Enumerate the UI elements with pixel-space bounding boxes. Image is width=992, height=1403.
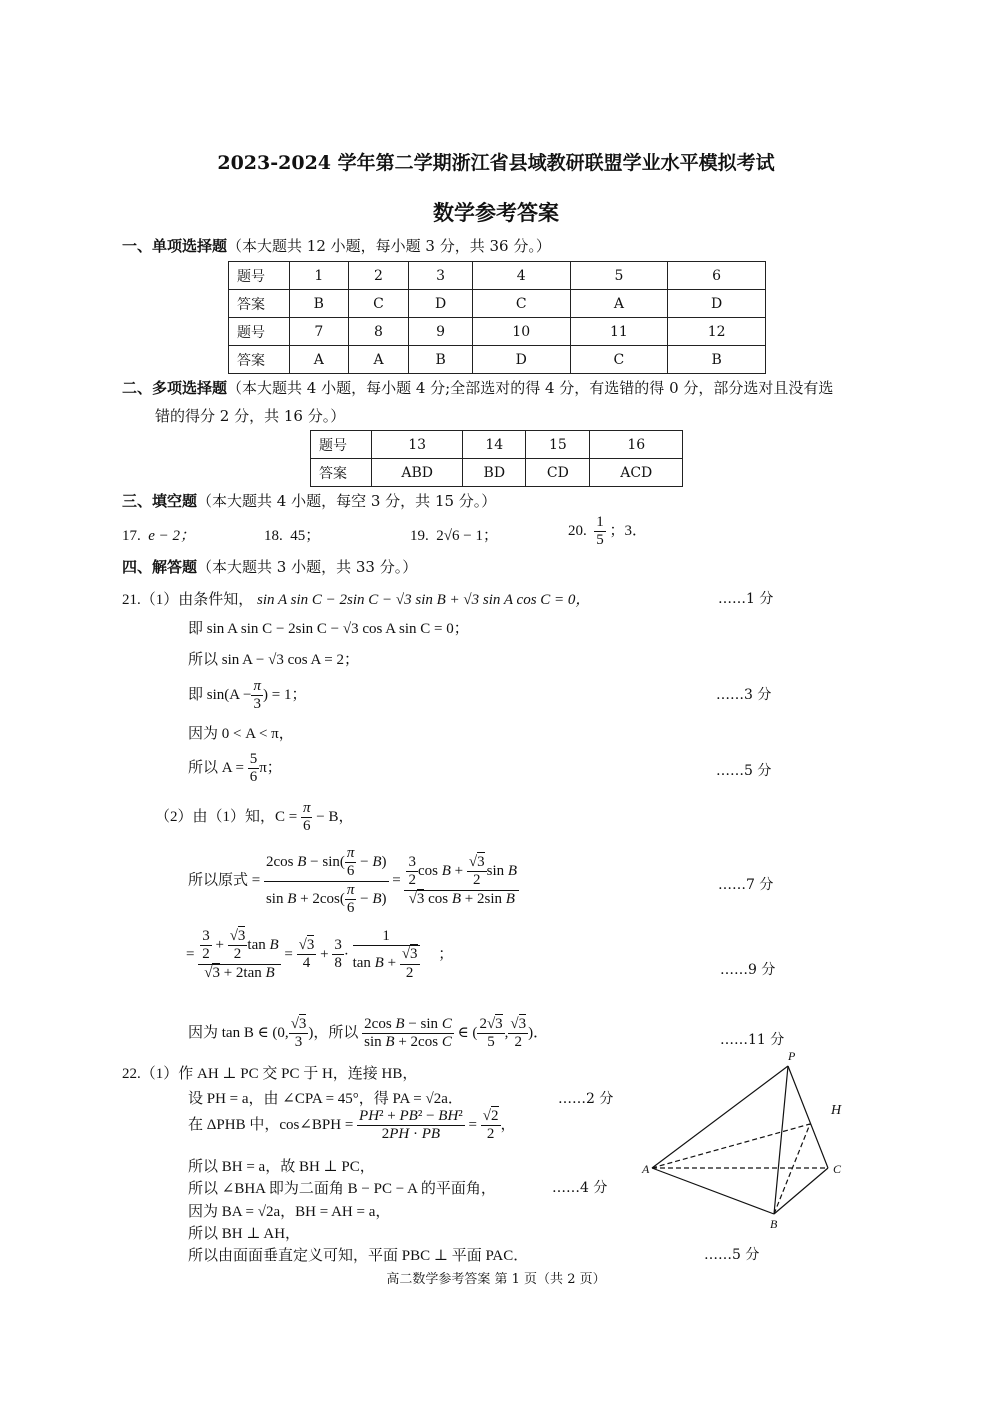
page-footer: 高二数学参考答案 第 1 页（共 2 页） bbox=[386, 1272, 606, 1287]
section-2-heading: 二、多项选择题（本大题共 4 小题，每小题 4 分;全部选对的得 4 分，有选错的得 0 分，部分选对且没有选 bbox=[122, 379, 834, 397]
q22-line-1: 22.（1）作 AH ⊥ PC 交 PC 于 H，连接 HB， bbox=[122, 1066, 418, 1082]
q21-line-5: 因为 0 < A < π， bbox=[188, 726, 294, 742]
fill-17: 17. e − 2； bbox=[122, 528, 196, 544]
section-2-note: 错的得分 2 分，共 16 分。） bbox=[155, 407, 346, 425]
fill-19: 19. 2√6 − 1； bbox=[410, 528, 498, 544]
q22-line-5: 所以 ∠BHA 即为二面角 B − PC − A 的平面角， bbox=[188, 1181, 496, 1197]
q21-part-2: （2）由（1）知，C = $\frac{\pi}{6}$ − B， bbox=[155, 800, 354, 835]
vertex-label-h: H bbox=[831, 1103, 842, 1118]
vertex-label-c: C bbox=[833, 1162, 842, 1176]
q21-line-8: 所以原式 = 2cos B − sin( $\frac{\pi}{6}$ − B) sin B + 2cos( $\frac{\pi}{6}$ − B) = $\frac{3}{2}$ cos B + $\frac{√3}{2}$ sin B √3 cos B + 2sin B bbox=[188, 845, 518, 916]
q21-line-3: 所以 sin A − √3 cos A = 2； bbox=[188, 652, 360, 668]
answer-table-2 bbox=[310, 430, 683, 487]
q22-line-3: 在 ΔPHB 中，cos∠BPH = $\frac{\text{PH² + PB² − BH²}}{2PH \cdot PB}$ = $\frac{√2}{2}$ ， bbox=[188, 1108, 516, 1143]
q22-line-6: 因为 BA = √2a，BH = AH = a， bbox=[188, 1204, 391, 1220]
q21-line-9: = $\frac{3}{2}$ + $\frac{√3}{2}$ tan B √3 + 2tan B = $\frac{√3}{4}$ + $\frac{3}{8}$ · 1 tan B + $\frac{√3}{2}$ ； bbox=[186, 928, 454, 981]
score-marker: ……7 分 bbox=[718, 877, 774, 893]
q21-line-1: 21.（1）由条件知， sin A sin C − 2sin C − √3 sin B + √3 sin A cos C = 0， bbox=[122, 592, 591, 608]
table-row: 题号 1 2 3 4 5 6 bbox=[229, 262, 766, 290]
score-marker: ……3 分 bbox=[716, 687, 772, 703]
fill-20: 20. $\frac{1}{5}$ ；3． bbox=[568, 514, 648, 549]
score-marker: ……5 分 bbox=[704, 1247, 760, 1263]
page-title: 2023-2024 学年第二学期浙江省县域教研联盟学业水平模拟考试 bbox=[217, 152, 775, 174]
q21-line-6: 所以 A = $\frac{5}{6}$ π； bbox=[188, 751, 282, 786]
q22-line-7: 所以 BH ⊥ AH， bbox=[188, 1226, 301, 1242]
table-row: 答案 A A B D C B bbox=[229, 346, 766, 374]
section-4-heading: 四、解答题（本大题共 3 小题，共 33 分。） bbox=[122, 558, 418, 576]
score-marker: ……5 分 bbox=[716, 763, 772, 779]
section-1-heading: 一、单项选择题（本大题共 12 小题，每小题 3 分，共 36 分。） bbox=[122, 237, 551, 255]
q22-line-8: 所以由面面垂直定义可知，平面 PBC ⊥ 平面 PAC． bbox=[188, 1248, 529, 1264]
fill-18: 18. 45； bbox=[264, 528, 321, 544]
table-row: 答案 ABD BD CD ACD bbox=[311, 459, 683, 487]
table-row: 答案 B C D C A D bbox=[229, 290, 766, 318]
score-marker: ……9 分 bbox=[720, 962, 776, 978]
page-subtitle: 数学参考答案 bbox=[433, 200, 559, 225]
score-marker: ……2 分 bbox=[558, 1091, 614, 1107]
q22-line-2: 设 PH = a，由 ∠CPA = 45°，得 PA = √2a． bbox=[188, 1091, 463, 1107]
vertex-label-a: A bbox=[642, 1162, 650, 1176]
score-marker: ……11 分 bbox=[720, 1032, 785, 1048]
score-marker: ……1 分 bbox=[718, 591, 774, 607]
table-row: 题号 7 8 9 10 11 12 bbox=[229, 318, 766, 346]
pyramid-figure bbox=[636, 1050, 856, 1240]
vertex-label-p: P bbox=[788, 1050, 796, 1063]
q21-line-2: 即 sin A sin C − 2sin C − √3 cos A sin C = 0； bbox=[188, 621, 469, 637]
q22-line-4: 所以 BH = a，故 BH ⊥ PC， bbox=[188, 1159, 375, 1175]
section-3-heading: 三、填空题（本大题共 4 小题，每空 3 分，共 15 分。） bbox=[122, 492, 497, 510]
q21-line-10: 因为 tan B ∈ (0, $\frac{√3}{3}$ )，所以 $\frac{\text{2cos B − sin C}}{\text{sin B + 2cos C}}$ ∈ ( $\frac{2√3}{5}$ , $\frac{√3}{2}$ )． bbox=[188, 1016, 549, 1051]
vertex-label-b: B bbox=[770, 1217, 778, 1231]
q21-line-4: 即 sin(A − $\frac{\pi}{3}$ ) = 1； bbox=[188, 678, 307, 713]
answer-table-1 bbox=[228, 261, 766, 374]
table-row: 题号 13 14 15 16 bbox=[311, 431, 683, 459]
score-marker: ……4 分 bbox=[552, 1180, 608, 1196]
